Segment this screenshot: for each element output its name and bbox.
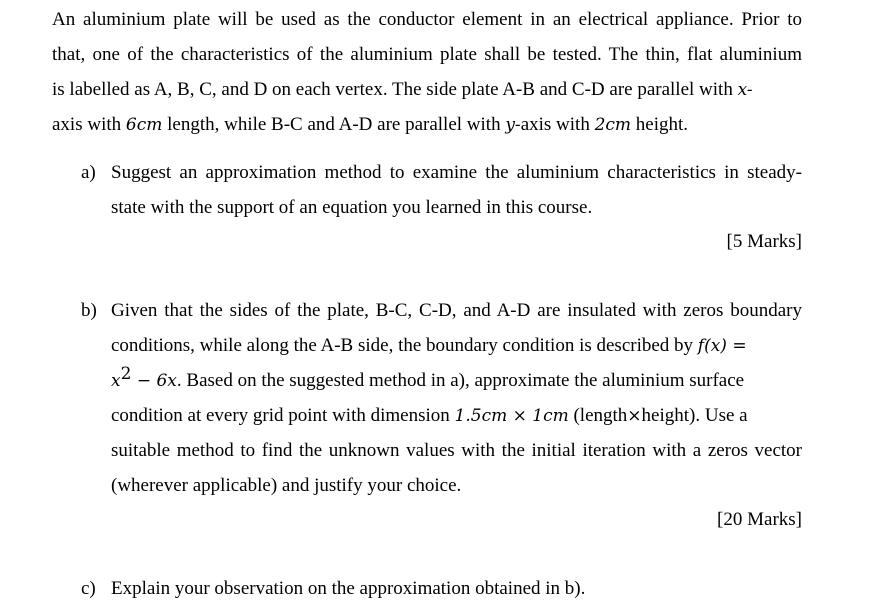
intro-line-2: that, one of the characteristics of the aluminium plate shall be tested. The thin, flat aluminium: [52, 44, 802, 65]
question-b-line-4-b: (length: [573, 405, 628, 426]
intro-line-4-a: axis with: [52, 114, 122, 135]
intro-line-3-text: is labelled as A, B, C, and D on each vertex. The side plate A-B and C-D are parallel with: [52, 79, 733, 100]
question-b-line-5: suitable method to find the unknown values with the initial iteration with a zeros vector: [111, 440, 802, 461]
question-b-line-1: Given that the sides of the plate, B-C, C-D, and A-D are insulated with zeros boundary: [111, 300, 802, 321]
times-symbol: ×: [627, 406, 642, 426]
question-b-line-4-a: condition at every grid point with dimension: [111, 405, 450, 426]
intro-line-4-c: axis with: [520, 114, 590, 135]
question-b-line-3: [111, 364, 745, 393]
expr-exponent: 2: [120, 364, 132, 384]
question-b-line-2-text: conditions, while along the A-B side, the boundary condition is described by: [111, 335, 694, 356]
question-b-line-4-c: height). Use a: [641, 405, 748, 426]
height-math: 2cm: [594, 115, 632, 135]
expr-rest: − 6x: [131, 371, 177, 391]
length-math: 6cm: [125, 115, 163, 135]
question-b-line-3-text: . Based on the suggested method in a), approximate the aluminium surface: [176, 370, 745, 391]
expr-base: x: [111, 371, 121, 391]
x-axis-math: x-: [737, 80, 753, 100]
question-a-line-2: state with the support of an equation you learned in this course.: [111, 197, 593, 218]
intro-line-4-b: length, while B-C and A-D are parallel with: [167, 114, 501, 135]
question-a-letter: a): [81, 162, 96, 183]
question-b-line-4: [111, 404, 748, 428]
question-c-letter: c): [81, 578, 96, 599]
question-b-line-6: (wherever applicable) and justify your choice.: [111, 475, 462, 496]
intro-line-3: [52, 78, 753, 102]
intro-line-1: An aluminium plate will be used as the conductor element in an electrical appliance. Prior to: [52, 9, 802, 30]
intro-line-4: [52, 113, 688, 137]
y-axis-math: y-: [505, 115, 521, 135]
question-a-line-1: Suggest an approximation method to examine the aluminium characteristics in steady-: [111, 162, 802, 183]
question-c-line-1: Explain your observation on the approximation obtained in b).: [111, 578, 586, 599]
question-b-line-2: [111, 334, 747, 358]
fx-math: f(x) =: [697, 336, 747, 356]
dim-math: 1.5cm × 1cm: [454, 406, 569, 426]
question-b-marks: [20 Marks]: [717, 509, 802, 530]
question-a-marks: [5 Marks]: [726, 231, 802, 252]
question-b-letter: b): [81, 300, 97, 321]
intro-line-4-d: height.: [635, 114, 689, 135]
